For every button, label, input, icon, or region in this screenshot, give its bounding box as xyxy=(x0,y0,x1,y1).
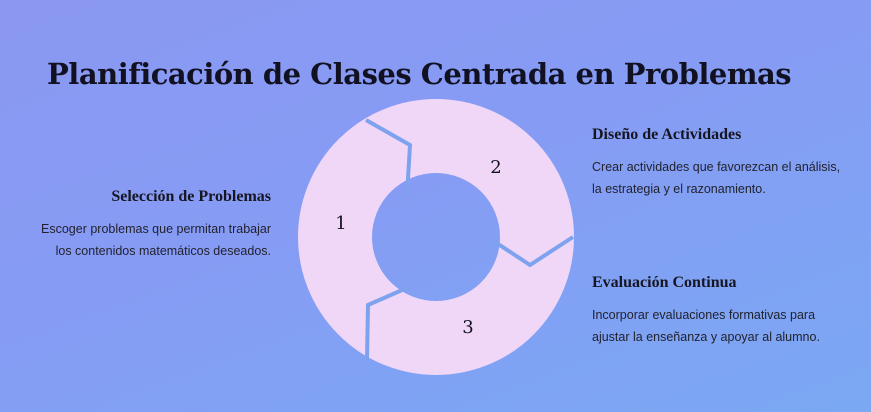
step-3-block xyxy=(592,274,842,348)
step-1-block xyxy=(40,188,271,262)
step-number-2: 2 xyxy=(490,157,502,178)
cycle-ring xyxy=(335,136,537,338)
step-number-3: 3 xyxy=(462,317,474,338)
step-number-1: 1 xyxy=(335,213,347,234)
page-title: Planificación de Clases Centrada en Problemas xyxy=(47,57,792,92)
step-1-heading: Selección de Problemas xyxy=(111,188,271,205)
step-1-text: Escoger problemas que permitan trabajar los contenidos matemáticos deseados. xyxy=(41,222,271,258)
step-3-text: Incorporar evaluaciones formativas para ajustar la enseñanza y apoyar al alumno. xyxy=(592,308,820,344)
step-3-heading: Evaluación Continua xyxy=(592,274,737,291)
step-2-block xyxy=(592,126,842,200)
step-2-heading: Diseño de Actividades xyxy=(592,126,742,143)
step-2-text: Crear actividades que favorezcan el análisis, la estrategia y el razonamiento. xyxy=(592,160,841,196)
